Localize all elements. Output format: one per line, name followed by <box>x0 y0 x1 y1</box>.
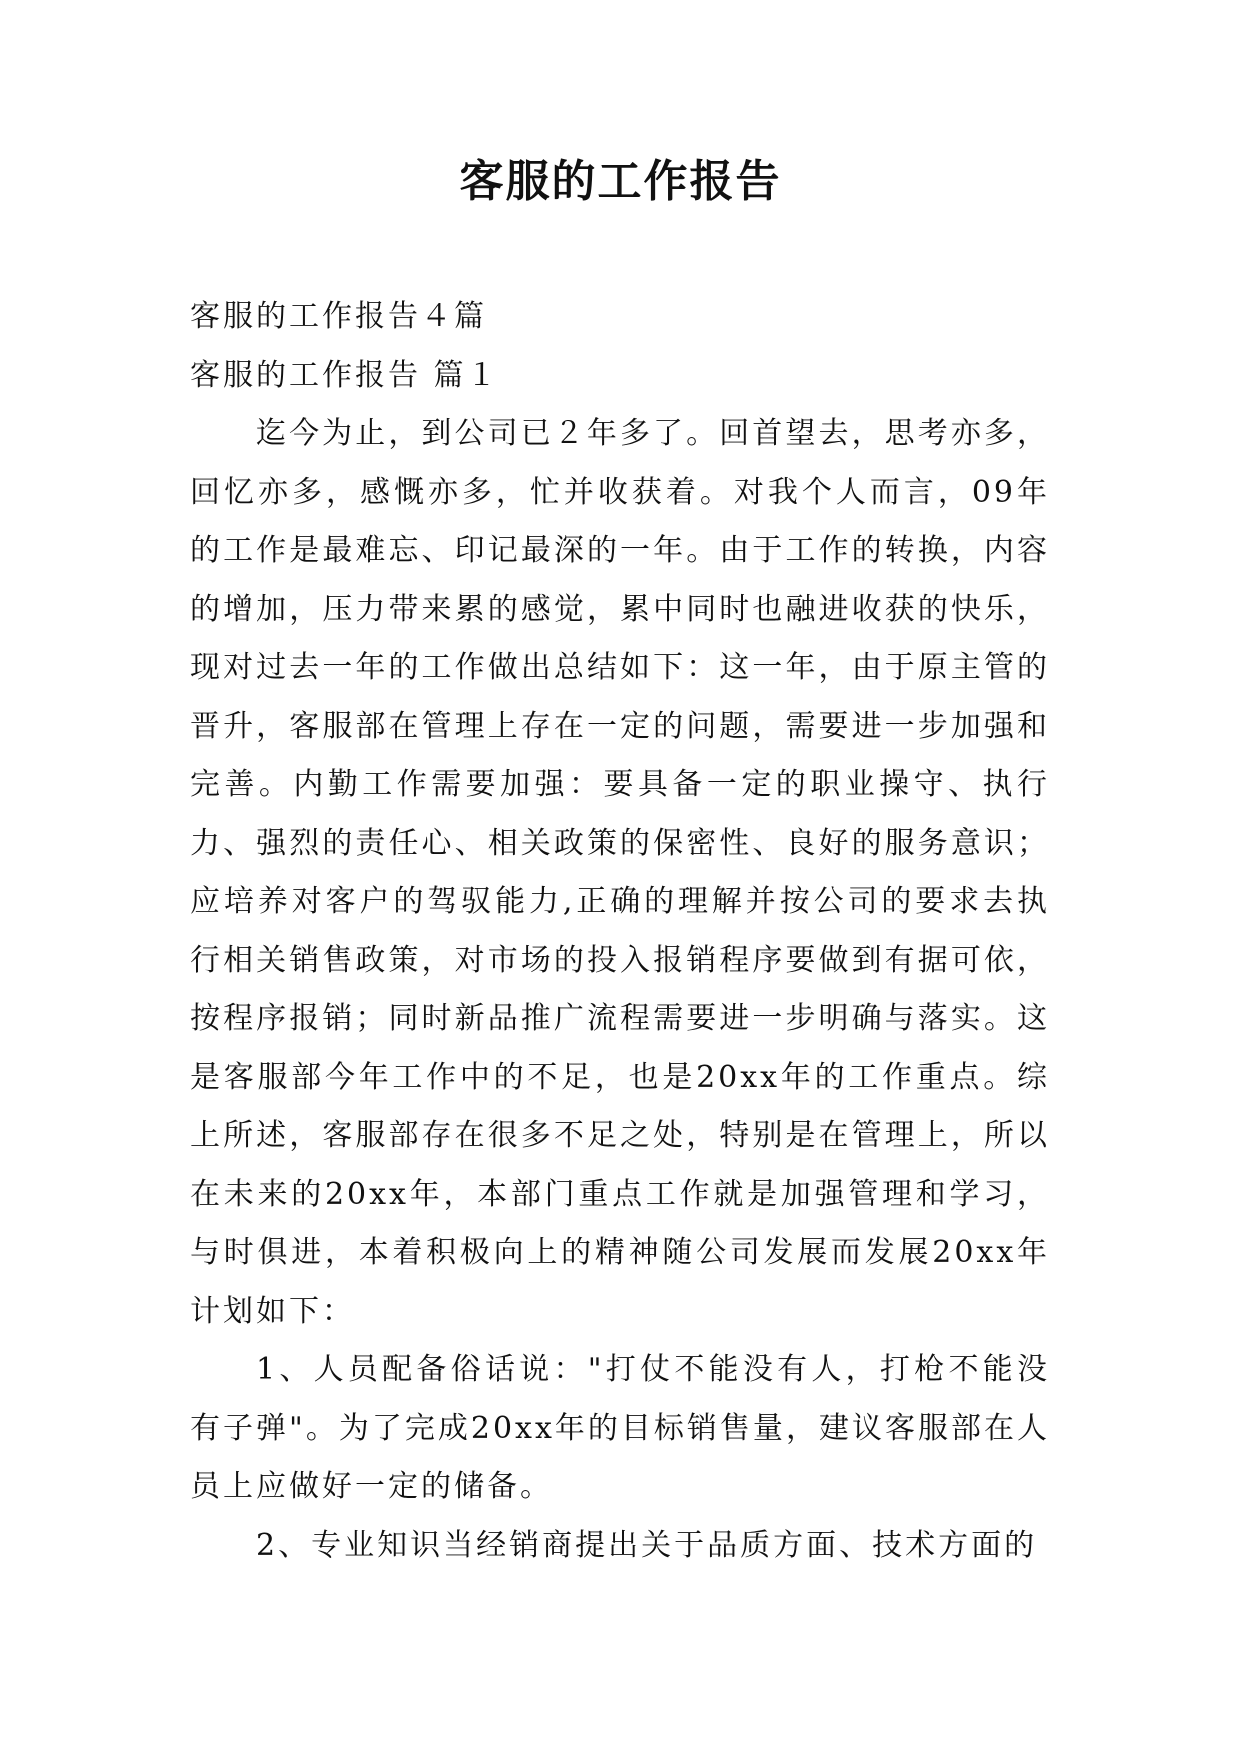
body-paragraph-2: 1、人员配备俗话说："打仗不能没有人，打枪不能没有子弹"。为了完成20xx年的目标销售量，建议客服部在人员上应做好一定的储备。 <box>190 1352 1050 1504</box>
body-paragraph-1: 迄今为止，到公司已２年多了。回首望去，思考亦多，回忆亦多，感慨亦多，忙并收获着。对我个人而言，09年的工作是最难忘、印记最深的一年。由于工作的转换，内容的增加，压力带来累的感觉，累中同时也融进收获的快乐，现对过去一年的工作做出总结如下：这一年，由于原主管的晋升，客服部在管理上存在一定的问题，需要进一步加强和完善。内勤工作需要加强：要具备一定的职业操守、执行力、强烈的责任心、相关政策的保密性、良好的服务意识；应培养对客户的驾驭能力,正确的理解并按公司的要求去执行相关销售政策，对市场的投入报销程序要做到有据可依，按程序报销；同时新品推广流程需要进一步明确与落实。这是客服部今年工作中的不足，也是20xx年的工作重点。综上所述，客服部存在很多不足之处，特别是在管理上，所以在未来的20xx年，本部门重点工作就是加强管理和学习，与时俱进，本着积极向上的精神随公司发展而发展20xx年计划如下： <box>190 416 1050 1329</box>
document-title: 客服的工作报告 <box>459 156 782 207</box>
body-paragraph-3: 2、专业知识当经销商提出关于品质方面、技术方面的 <box>256 1527 1038 1563</box>
section-heading: 客服的工作报告 篇１ <box>190 357 500 393</box>
document-subtitle: 客服的工作报告４篇 <box>190 299 487 334</box>
document-body <box>190 288 1050 1575</box>
